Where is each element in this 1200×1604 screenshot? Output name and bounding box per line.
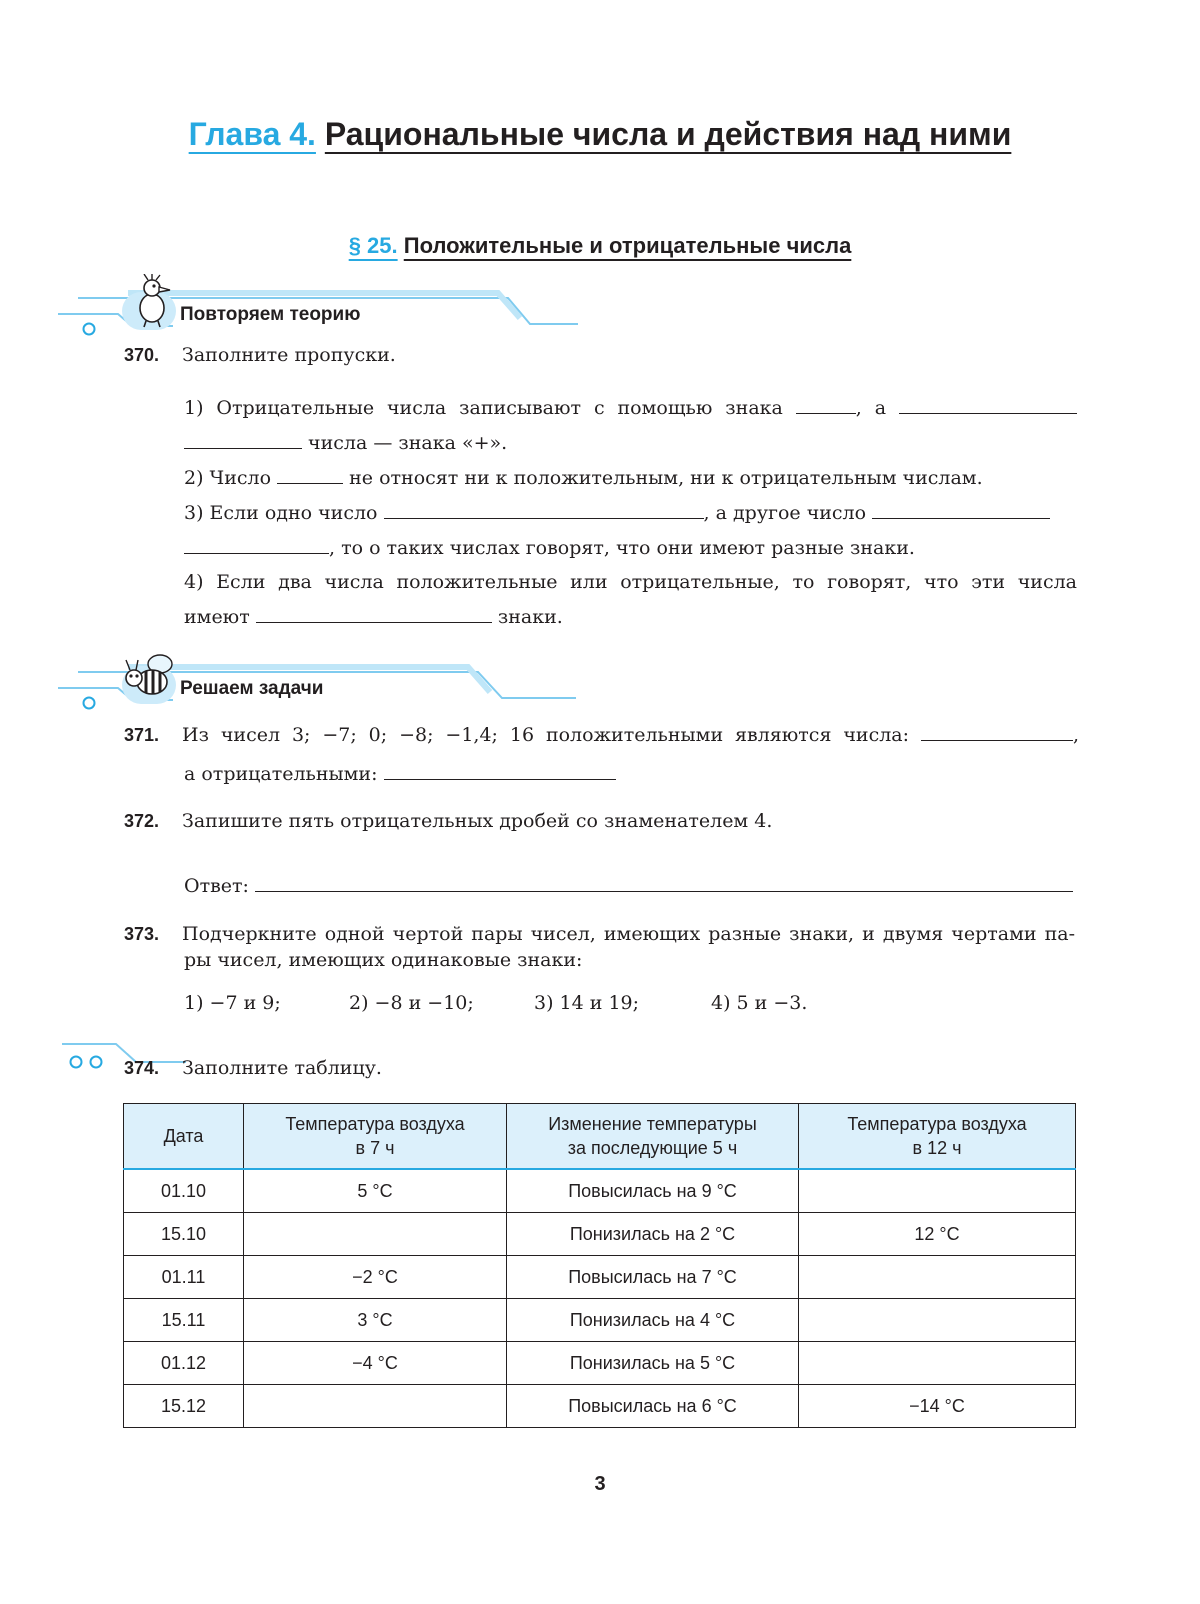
table-row [124, 1385, 1076, 1428]
empty-answer-cell[interactable] [799, 1256, 1076, 1299]
item-text: числа — знака «+». [308, 432, 508, 454]
item-370-4-cont [184, 604, 563, 630]
table-cell: 15.12 [124, 1385, 244, 1428]
answer-blank[interactable] [184, 430, 302, 449]
task-text: , [1072, 724, 1079, 746]
task-text: Запишите пять отрицательных дробей со знаменателем 4. [182, 810, 773, 832]
col-header-temp-12: Температура воздуха в 12 ч [799, 1104, 1076, 1170]
table-row [124, 1256, 1076, 1299]
item-text: 1) Отрицательные числа записывают с помощью знака [184, 397, 783, 419]
answer-blank[interactable] [384, 500, 704, 519]
table-row [124, 1299, 1076, 1342]
answer-blank[interactable] [921, 722, 1073, 741]
empty-answer-cell[interactable] [244, 1213, 507, 1256]
table-cell: 01.10 [124, 1169, 244, 1213]
answer-blank[interactable] [796, 395, 856, 414]
section-number: § 25. [348, 233, 398, 258]
task-number: 372. [124, 811, 160, 831]
item-text: , а другое число [703, 502, 867, 524]
table-cell: −2 °C [244, 1256, 507, 1299]
col-header-temp-7: Температура воздуха в 7 ч [244, 1104, 507, 1170]
table-cell: 5 °C [244, 1169, 507, 1213]
chapter-heading [0, 116, 1200, 153]
answer-blank[interactable] [256, 604, 492, 623]
practice-banner [58, 644, 598, 719]
empty-answer-cell[interactable] [799, 1342, 1076, 1385]
number-pair[interactable]: 3) 14 и 19; [534, 992, 640, 1014]
page-number: 3 [594, 1473, 606, 1495]
task-373 [124, 921, 1075, 947]
task-373-cont: ры чисел, имеющих одинаковые знаки: [184, 949, 583, 971]
table-cell: 3 °C [244, 1299, 507, 1342]
task-370 [124, 342, 396, 368]
number-pair[interactable]: 2) −8 и −10; [349, 992, 474, 1014]
task-number: 370. [124, 345, 160, 365]
task-371 [124, 722, 1079, 748]
answer-line[interactable] [255, 873, 1073, 892]
table-cell: −4 °C [244, 1342, 507, 1385]
number-pair[interactable]: 1) −7 и 9; [184, 992, 281, 1014]
item-text: имеют [184, 606, 250, 628]
task-text: Подчеркните одной чертой пары чисел, имеющих разные знаки, и двумя чертами па- [182, 923, 1075, 945]
item-370-3 [184, 500, 1077, 526]
table-cell: Понизилась на 2 °C [507, 1213, 799, 1256]
task-number: 374. [124, 1058, 160, 1078]
table-header-row [124, 1104, 1076, 1170]
empty-answer-cell[interactable] [799, 1299, 1076, 1342]
table-cell: Повысилась на 7 °C [507, 1256, 799, 1299]
table-cell: 15.11 [124, 1299, 244, 1342]
answer-blank[interactable] [277, 465, 343, 484]
item-text: 2) Число [184, 467, 272, 489]
table-row [124, 1169, 1076, 1213]
section-title: Положительные и отрицательные числа [403, 233, 852, 258]
table-cell: 15.10 [124, 1213, 244, 1256]
table-cell: Понизилась на 5 °C [507, 1342, 799, 1385]
col-header-change: Изменение температуры за последующие 5 ч [507, 1104, 799, 1170]
table-row [124, 1342, 1076, 1385]
theory-banner [58, 270, 598, 345]
col-header-date: Дата [124, 1104, 244, 1170]
table-row [124, 1213, 1076, 1256]
practice-banner-title: Решаем задачи [180, 678, 324, 699]
answer-label: Ответ: [184, 875, 249, 897]
table-cell: Понизилась на 4 °C [507, 1299, 799, 1342]
table-cell: −14 °C [799, 1385, 1076, 1428]
theory-banner-title: Повторяем теорию [180, 304, 361, 325]
task-text: Из чисел 3; −7; 0; −8; −1,4; 16 положительными являются числа: [182, 724, 910, 746]
task-372 [124, 808, 772, 834]
item-370-1-cont [184, 430, 507, 456]
section-heading [0, 233, 1200, 259]
item-text: знаки. [497, 606, 563, 628]
task-text-row [182, 722, 1079, 748]
item-370-3-cont [184, 535, 915, 561]
table-cell: 12 °C [799, 1213, 1076, 1256]
item-370-4: 4) Если два числа положительные или отрицательные, то говорят, что эти числа [184, 571, 1077, 593]
number-pair[interactable]: 4) 5 и −3. [711, 992, 808, 1014]
task-372-answer [184, 873, 1073, 899]
task-374 [124, 1055, 382, 1081]
chapter-number: Глава 4. [188, 116, 316, 152]
item-text: не относят ни к положительным, ни к отрицательным числам. [349, 467, 983, 489]
answer-blank[interactable] [384, 761, 616, 780]
item-370-2 [184, 465, 983, 491]
temperature-table [123, 1103, 1076, 1428]
item-370-1 [184, 395, 1077, 421]
task-text: Заполните таблицу. [182, 1057, 382, 1079]
answer-blank[interactable] [872, 500, 1050, 519]
item-text: , а [855, 397, 887, 419]
table-cell: Повысилась на 6 °C [507, 1385, 799, 1428]
task-text: Заполните пропуски. [182, 344, 396, 366]
item-text: , то о таких числах говорят, что они имеют разные знаки. [329, 537, 915, 559]
task-number: 373. [124, 924, 160, 944]
empty-answer-cell[interactable] [244, 1385, 507, 1428]
table-cell: 01.11 [124, 1256, 244, 1299]
table-cell: Повысилась на 9 °C [507, 1169, 799, 1213]
task-371-cont [184, 761, 616, 787]
chapter-title: Рациональные числа и действия над ними [324, 116, 1012, 152]
task-number: 371. [124, 725, 160, 745]
task-text: а отрицательными: [184, 763, 378, 785]
answer-blank[interactable] [899, 395, 1077, 414]
answer-blank[interactable] [184, 535, 329, 554]
empty-answer-cell[interactable] [799, 1169, 1076, 1213]
table-cell: 01.12 [124, 1342, 244, 1385]
item-text: 3) Если одно число [184, 502, 378, 524]
